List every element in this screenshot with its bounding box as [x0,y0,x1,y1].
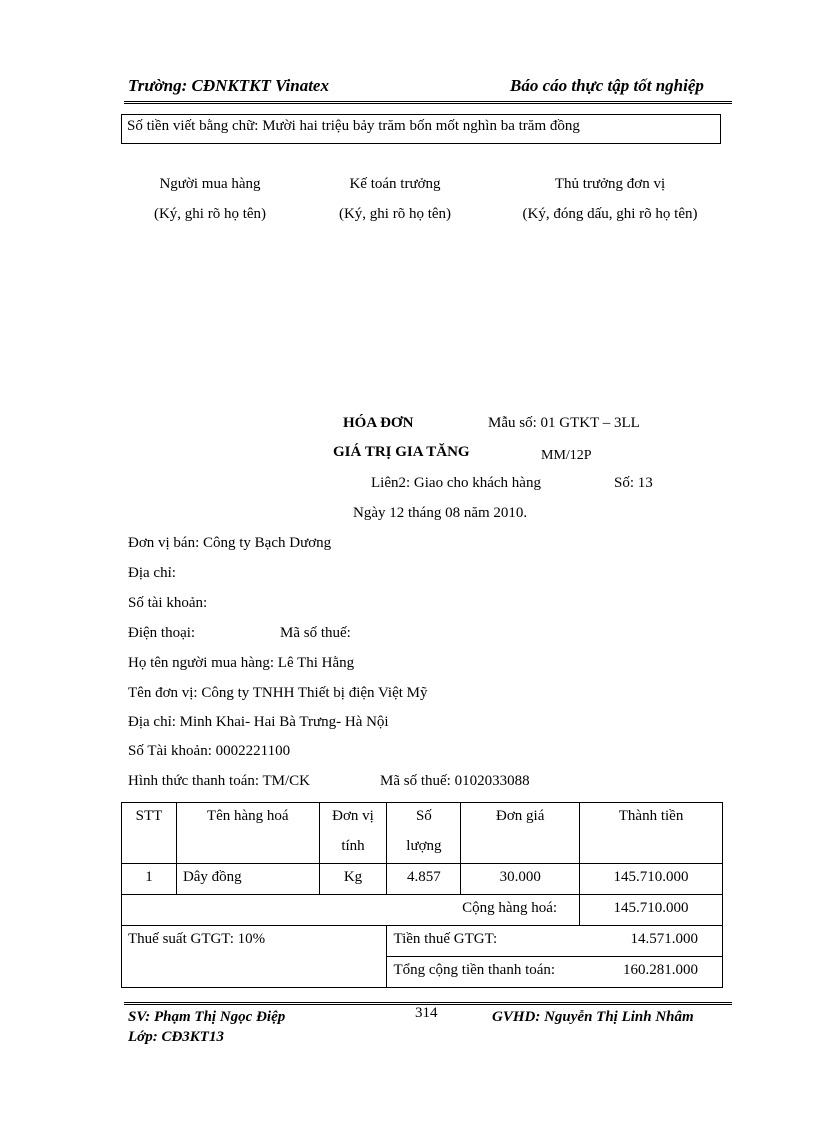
signature-director-note: (Ký, đóng dấu, ghi rõ họ tên) [522,206,698,222]
signature-buyer-role: Người mua hàng [159,176,261,192]
header-item-name: Tên hàng hoá [176,803,319,834]
grand-total-value: 160.281.000 [580,957,723,988]
grand-total-label: Tổng cộng tiền thanh toán: [387,957,580,988]
invoice-number: Số: 13 [614,475,653,491]
buyer-unit: Tên đơn vị: Công ty TNHH Thiết bị điện Việt Mỹ [128,685,428,701]
invoice-title-2: GIÁ TRỊ GIA TĂNG [333,444,470,460]
cell-stt: 1 [122,864,177,895]
cell-price: 30.000 [461,864,580,895]
header-price: Đơn giá [461,803,580,834]
buyer-address: Địa chỉ: Minh Khai- Hai Bà Trưng- Hà Nội [128,714,389,730]
vat-value: 14.571.000 [580,926,723,957]
footer-advisor: GVHD: Nguyễn Thị Linh Nhâm [492,1009,694,1025]
header-unit-b: tính [319,833,387,864]
buyer-tax-code: Mã số thuế: 0102033088 [380,773,530,789]
seller-address: Địa chỉ: [128,565,176,581]
footer-class: Lớp: CĐ3KT13 [128,1029,224,1045]
vat-label: Tiền thuế GTGT: [387,926,580,957]
signature-buyer-note: (Ký, ghi rõ họ tên) [153,206,267,222]
table-row [122,864,723,895]
header-qty-b: lượng [387,833,461,864]
signature-accountant-role: Kế toán trưởng [349,176,441,192]
vat-rate: Thuế suất GTGT: 10% [122,926,387,988]
header-qty-a: Số [387,803,461,834]
amount-words: Số tiền viết bằng chữ: Mười hai triệu bảy trăm bốn mốt nghìn ba trăm đồng [127,118,580,134]
footer-student: SV: Phạm Thị Ngọc Điệp [128,1009,286,1025]
header-total: Thành tiền [580,803,723,834]
cell-unit: Kg [319,864,387,895]
payment-method: Hình thức thanh toán: TM/CK [128,773,311,789]
cell-total: 145.710.000 [580,864,723,895]
vat-row [122,926,723,957]
subtotal-value: 145.710.000 [580,895,723,926]
seller-tax-code: Mã số thuế: [280,625,351,641]
header-report-title: Báo cáo thực tập tốt nghiệp [510,76,704,95]
cell-qty: 4.857 [387,864,461,895]
invoice-title-1: HÓA ĐƠN [343,415,414,431]
header-unit-a: Đơn vị [319,803,387,834]
header-rule [124,101,732,104]
amount-words-box [121,114,721,144]
header-school: Trường: CĐNKTKT Vinatex [128,76,329,95]
buyer-name: Họ tên người mua hàng: Lê Thi Hằng [128,655,355,671]
buyer-account: Số Tài khoản: 0002221100 [128,743,291,759]
invoice-date: Ngày 12 tháng 08 năm 2010. [353,505,528,521]
header-stt: STT [122,803,177,834]
invoice-copy: Liên2: Giao cho khách hàng [371,475,541,491]
seller-name: Đơn vị bán: Công ty Bạch Dương [128,535,332,551]
invoice-form-number: Mẫu số: 01 GTKT – 3LL [488,415,640,431]
subtotal-label: Cộng hàng hoá: [122,895,580,926]
table-header-row [122,803,723,834]
invoice-table [121,802,723,988]
page-number: 314 [415,1005,438,1021]
subtotal-row [122,895,723,926]
signature-director-role: Thủ trưởng đơn vị [554,176,666,192]
cell-item-name: Dây đồng [176,864,319,895]
signature-accountant-note: (Ký, ghi rõ họ tên) [338,206,452,222]
invoice-symbol: MM/12P [541,448,592,463]
seller-phone: Điện thoại: [128,625,196,641]
seller-account: Số tài khoản: [128,595,208,611]
table-header-row-2 [122,833,723,864]
